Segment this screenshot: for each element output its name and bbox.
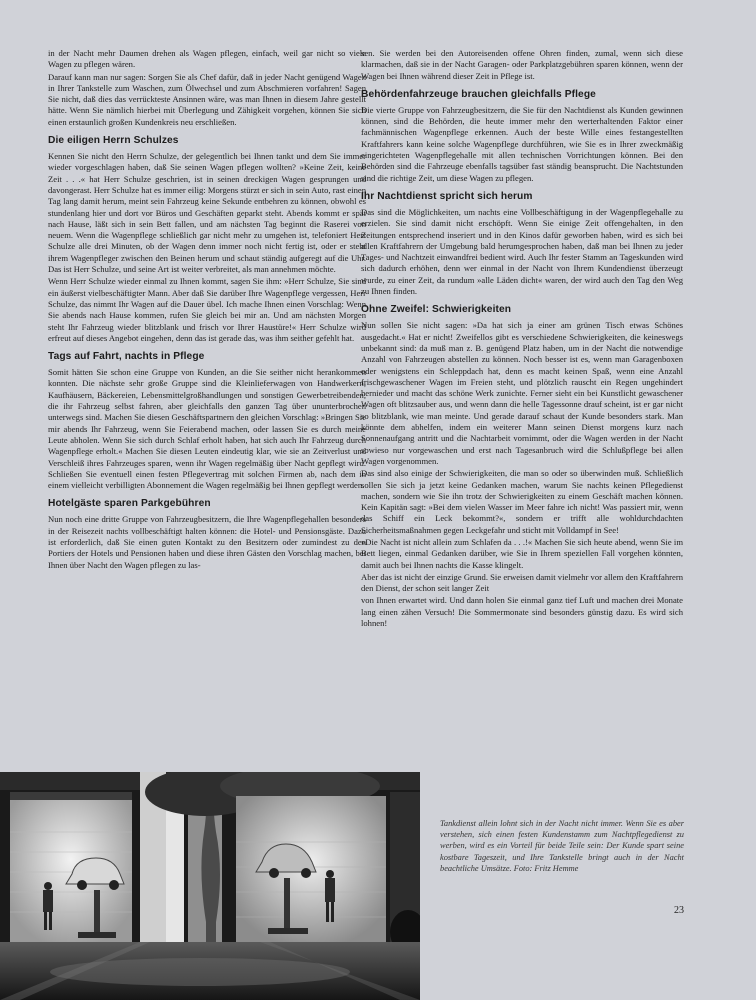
section-heading: Tags auf Fahrt, nachts in Pflege: [48, 351, 205, 363]
photo-caption: Tankdienst allein lohnt sich in der Nacht nicht immer. Wenn Sie es aber verstehen, sich einen festen Kundenstamm zum Nachtpflegedienst zu werben, wird es ein Vorteil für beide Teile sein: Der Kunde spart seine kostbare Tageszeit, und Ihre Tankstelle bringt auch in der Nacht beachtliche Umsätze. Foto: Fritz Hemme: [440, 819, 684, 873]
section-heading: Hotelgäste sparen Parkgebühren: [48, 498, 211, 510]
garage-photo-drawing: [0, 772, 420, 1000]
paragraph: Das sind also einige der Schwierigkeiten, die man so oder so überwinden muß. Schließlich sollen Sie sich ja jetzt keine Gedanken machen, warum Sie nachts keinen Pflegedienst machen, sondern wie Sie ihn trotz der Schwierigkeiten zu einem Geschäft machen können. Kein Kapitän sagt: »Bei dem vielen Wasser im Meer fahre ich nicht! Was passiert mir, wenn das Schiff ein Leck bekommt?«, sondern er trifft alle wohldurchdachten Sicherheitsmaßnahmen gegen Leckgefahr und sticht mit Volldampf in See!: [361, 468, 683, 535]
paragraph: Aber das ist nicht der einzige Grund. Sie erweisen damit vielmehr vor allem den Kraftfahrern den Dienst, der schon seit langer Zeit: [361, 571, 683, 594]
paragraph: Wenn Herr Schulze wieder einmal zu Ihnen kommt, sagen Sie ihm: »Herr Schulze, Sie sind ein äußerst vielbeschäftigter Mann. Aber daß Sie darüber Ihre Wagenpflege vergessen, Herr Schulze, das nimmt Ihr Wagen auf die Dauer übel. Ich mache Ihnen einen Vorschlag: Wenn Sie abends nach Hause kommen, rufen Sie gleich bei mir an. Und am nächsten Morgen steht Ihr Fahrzeug wieder blitzblank und frisch vor Ihrer Haustüre!« Herr Schulze wird erfreut auf dieses Angebot eingehen, denn das ist gerade das, was ihm seither gefehlt hat.: [48, 276, 366, 343]
page-number: 23: [674, 905, 684, 916]
section-heading: Behördenfahrzeuge brauchen gleichfalls Pflege: [361, 88, 596, 100]
paragraph: sen. Sie werden bei den Autoreisenden offene Ohren finden, zumal, wenn sich diese klarmachen, daß sie in der Nacht Garagen- oder Parkplatzgebühren sparen können, wenn der Wagen bei Ihnen während dieser Zeit in Pflege ist.: [361, 48, 683, 81]
left-column: [48, 48, 366, 572]
right-column: [361, 48, 683, 630]
paragraph: Kennen Sie nicht den Herrn Schulze, der gelegentlich bei Ihnen tankt und dem Sie immer wieder vorgeschlagen haben, daß Sie seinen Wagen pflegen wollten? »Keine Zeit, keine Zeit . . .« hat Herr Schulze geschrien, ist in seinen dreckigen Wagen gesprungen und davongerast. Herr Schulze hat es immer eilig: Morgens stürzt er sich in sein Auto, rast einen Tag lang damit herum, meint sein Fahrzeug keine Sekunde entbehren zu können, obwohl es stundenlang hier und dort vor Büros und Geschäften geparkt steht. Abends kommt er spät nach Hause, läßt sich in sein Bett fallen, und am nächsten Tag beginnt die Raserei von neuem. Wenn die Wagenpflege schließlich gar nicht mehr zu umgehen ist, telefoniert Herr Schulze alle drei Minuten, ob der Wagen denn immer noch nicht fertig ist, oder er steht ihrem Wagenpfleger zwischen den Beinen herum und schaut ständig aufgeregt auf die Uhr. Das ist Herr Schulze, und seine Art ist weiter verbreitet, als man annehmen möchte.: [48, 151, 366, 275]
section-heading: Ohne Zweifel: Schwierigkeiten: [361, 304, 512, 316]
paragraph: »Die Nacht ist nicht allein zum Schlafen da . . .!« Machen Sie sich heute abend, wenn Sie im Bett liegen, einmal Gedanken darüber, wie Sie in Ihrem speziellen Fall vorgehen könnten, damit auch bei Ihnen nachts die Kasse klingelt.: [361, 536, 683, 570]
section-heading: Ihr Nachtdienst spricht sich herum: [361, 190, 533, 202]
garage-photo: [0, 772, 420, 1000]
paragraph: Darauf kann man nur sagen: Sorgen Sie als Chef dafür, daß in jeder Nacht genügend Wagen in Ihrer Tankstelle zum Waschen, zum Ölwechsel und zum Abschmieren vorfahren! Sagen Sie nicht, daß dies das verrückteste Ansinnen wäre, was man Ihnen in diesem Jahre gestellt hätte. Wenn Sie nämlich hierbei mit Überlegung und Zähigkeit vorgehen, können Sie sich einen erstaunlich großen Kundenkreis neu erschließen.: [48, 71, 366, 127]
paragraph: Die vierte Gruppe von Fahrzeugbesitzern, die Sie für den Nachtdienst als Kunden gewinnen können, sind die Behörden, die heute immer mehr den werterhaltenden Faktor einer fachmännischen Wagenpflege erkennen. Auch der beste Wille eines festangestellten Kraftfahrers kann keine solche Wagenpflege durchführen, wie Sie es in Ihrer zweckmäßig eingerichteten Wagenpflegehalle mit allen technischen Vorrichtungen können. Bei den Behörden sind die Fahrzeuge ebenfalls tagsüber fast ständig beansprucht. Die Nachtstunden sind die richtige Zeit, um diese Wagen zu pflegen.: [361, 104, 683, 183]
paragraph: in der Nacht mehr Daumen drehen als Wagen pflegen, einfach, weil gar nicht so viele Wagen zu pflegen wären.: [48, 48, 366, 70]
paragraph: von Ihnen erwartet wird. Und dann holen Sie einmal ganz tief Luft und machen drei Monate lang einen zähen Versuch! Die Sommermonate sind besonders günstig dazu. Es wird sich lohnen!: [361, 595, 683, 629]
paragraph: Somit hätten Sie schon eine Gruppe von Kunden, an die Sie seither nicht herankommen konnten. Die nächste sehr große Gruppe sind die Kleinlieferwagen von Handwerkern, Kaufhäusern, Bäckereien, Lebensmittelgroßhandlungen und sonstigen Gewerbetreibenden, die ihr Fahrzeug selbst fahren, aber gleichfalls den ganzen Tag über ununterbrochen unterwegs sind. Machen Sie diesen Geschäftspartnern den gleichen Vorschlag: »Bringen Sie mir abends Ihr Fahrzeug, wenn Sie Feierabend machen, oder lassen Sie es durch meine Leute abholen. Wenn Sie sich durch Schlaf erholt haben, hat sich auch Ihr Fahrzeug durch Wagenpflege erholt.« Machen Sie diesen Leuten eindeutig klar, wie sie an Zeitverlust und Verschleiß ihres Fahrzeuges sparen, wenn ihr Wagen regelmäßig über Nacht gepflegt wird. Schließen Sie eventuell einen festen Pflegevertrag mit solchen Firmen ab, nach dem in einem vielleicht verbilligten Abonnement die Wagen regelmäßig bei Ihnen gepflegt werden.: [48, 367, 366, 491]
section-heading: Die eiligen Herrn Schulzes: [48, 135, 179, 147]
paragraph: Nun sollen Sie nicht sagen: »Da hat sich ja einer am grünen Tisch etwas Schönes ausgedacht.« Hat er nicht! Zweifellos gibt es verschiedene Schwierigkeiten, die keineswegs unbekannt sind: da muß man z. B. genügend Platz haben, um in der Nacht die notwendige Anzahl von Fahrzeugen abstellen zu können. Noch besser ist es, wenn man Garagenboxen oder wenigstens ein Schleppdach hat, denn es macht keinen Spaß, wenn eine Anzahl frischgewaschener Wagen im Freien steht, und plötzlich rauscht ein Regen ungehindert hernieder und macht das schöne Werk zunichte. Ferner sieht ein bei Kunstlicht gewaschener Wagen oft blitzsauber aus, und wenn dann die helle Tagessonne drauf scheint, ist er gar nicht so blitzblank, wie man meinte. Und gerade darauf schaut der Kunde besonders stark. Man könnte dem abhelfen, indem ein weiterer Mann seinen Dienst morgens kurz nach Sonnenaufgang antritt und die Nachtarbeit vornimmt, oder die Wagen werden in der Nacht sowieso nur vorgewaschen und erst nach Tagesanbruch wird die Schlußpflege bei allen Wagen vorgenommen.: [361, 320, 683, 466]
paragraph: Das sind die Möglichkeiten, um nachts eine Vollbeschäftigung in der Wagenpflegehalle zu erzielen. Sie sind damit nicht erschöpft. Wenn Sie einige Zeit offengehalten, in den Zeitungen entsprechend inseriert und in den Kinos dafür geworben haben, wird es sich bei allen Kraftfahrern der Umgebung bald herumgesprochen haben, daß man bei Ihnen zu jeder Tages- und Nachtzeit einwandfrei bedient wird. Auch Ihr fester Stamm an Tageskunden wird sich dadurch erhöhen, denn wer einmal in der Nacht von Ihrem Kundendienst überzeugt wurde, zu einer Zeit, da rundum »alle Läden dicht« waren, der wird auch den Tag den Weg zu Ihnen finden.: [361, 206, 683, 297]
paragraph: Nun noch eine dritte Gruppe von Fahrzeugbesitzern, die Ihre Wagenpflegehallen besonders in der Reisezeit nachts vollbeschäftigt halten können: die Hotel- und Pensionsgäste. Dazu ist erforderlich, daß Sie einen guten Kontakt zu den Besitzern oder zumindest zu den Portiers der Hotels und Pensionen haben und diese ihren Gästen den Vorschlag machen, bei Ihnen über Nacht den Wagen pflegen zu las-: [48, 514, 366, 570]
